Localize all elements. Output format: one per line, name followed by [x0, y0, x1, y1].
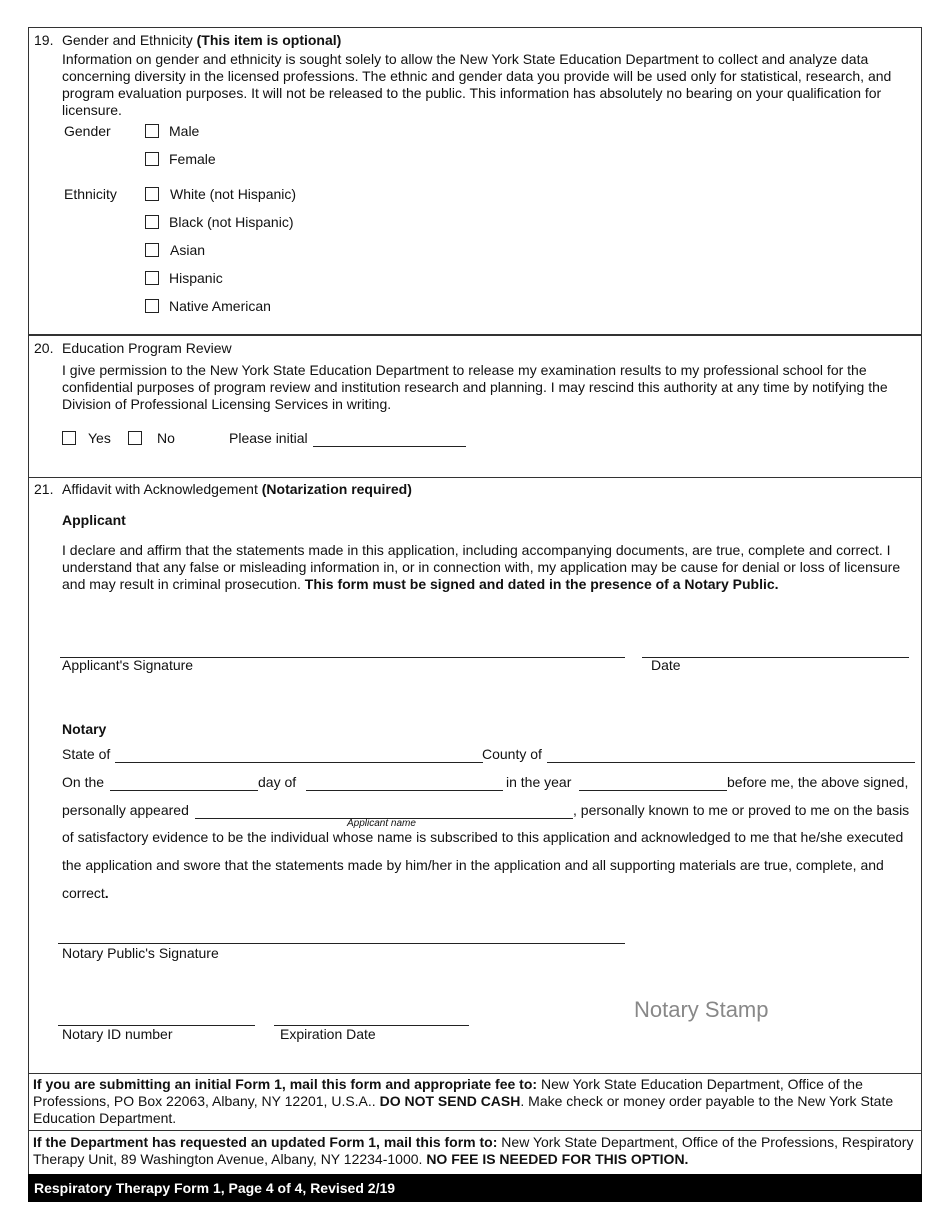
applicant-heading: Applicant [62, 512, 126, 528]
please-initial-label: Please initial [229, 430, 308, 446]
date-label: Date [651, 657, 681, 673]
section-divider [28, 1073, 922, 1074]
declaration-text: I declare and affirm that the statements made in this application, including accompanying documents, are true, complete and correct. I understand that any false or misleading information in, or in connection with, my application may be cause for denial or loss of licensure and may result in criminal prosecution. This form must be signed and dated in the presence of a Notary Public. [62, 542, 901, 592]
on-the-label: On the [62, 774, 105, 790]
gender-male-checkbox[interactable] [145, 124, 159, 138]
ethnicity-label: Ethnicity [64, 186, 117, 202]
date-field[interactable] [642, 657, 909, 658]
applicant-signature-label: Applicant's Signature [62, 657, 194, 673]
ethnicity-black-label: Black (not Hispanic) [169, 214, 294, 230]
ethnicity-asian-label: Asian [170, 242, 206, 258]
notary-signature-field[interactable] [58, 943, 625, 944]
ethnicity-white-checkbox[interactable] [145, 187, 159, 201]
section-19-title: Gender and Ethnicity (This item is optional) [62, 32, 342, 48]
section-divider [28, 334, 922, 336]
permission-no-label: No [157, 430, 175, 446]
section-divider [28, 477, 922, 478]
ethnicity-hispanic-label: Hispanic [169, 270, 223, 286]
year-field[interactable] [579, 790, 727, 791]
notary-id-label: Notary ID number [62, 1026, 173, 1042]
permission-yes-checkbox[interactable] [62, 431, 76, 445]
ethnicity-white-label: White (not Hispanic) [170, 186, 297, 202]
in-the-year-label: in the year [506, 774, 572, 790]
month-field[interactable] [306, 790, 503, 791]
section-19-number: 19. [34, 32, 54, 48]
satisfactory-evidence-text: of satisfactory evidence to be the individual whose name is subscribed to this application and acknowledged to me that he/she executed [62, 829, 904, 845]
section-21-number: 21. [34, 481, 54, 497]
form-footer: Respiratory Therapy Form 1, Page 4 of 4, Revised 2/19 [28, 1174, 922, 1202]
personally-appeared-label: personally appeared [62, 802, 189, 818]
gender-male-label: Male [169, 123, 200, 139]
personally-known-label: , personally known to me or proved to me on the basis [573, 802, 910, 818]
update-mailing-instructions: If the Department has requested an updated Form 1, mail this form to: New York State Department, Office of the Professions, Respiratory Therapy Unit, 89 Washington Avenue, Albany, NY 12234-1000. NO FEE IS NEEDED FOR THIS OPTION. [33, 1134, 914, 1167]
initial-mailing-instructions: If you are submitting an initial Form 1, mail this form and appropriate fee to: New York State Education Department, Office of the Professions, PO Box 22063, Albany, NY 12201, U.S.A.. DO NOT SEND CASH. Make check or money order payable to the New York State Education Department. [33, 1076, 894, 1126]
section-20-number: 20. [34, 340, 54, 356]
notary-heading: Notary [62, 721, 107, 737]
applicant-name-caption: Applicant name [347, 818, 416, 829]
ethnicity-asian-checkbox[interactable] [145, 243, 159, 257]
initial-field[interactable] [313, 446, 466, 447]
county-field[interactable] [547, 762, 915, 763]
gender-female-checkbox[interactable] [145, 152, 159, 166]
permission-yes-label: Yes [88, 430, 111, 446]
section-21-title: Affidavit with Acknowledgement (Notarization required) [62, 481, 412, 497]
state-field[interactable] [115, 762, 483, 763]
gender-label: Gender [64, 123, 111, 139]
county-of-label: County of [482, 746, 542, 762]
ethnicity-hispanic-checkbox[interactable] [145, 271, 159, 285]
ethnicity-native-american-label: Native American [169, 298, 271, 314]
section-20-body: I give permission to the New York State Education Department to release my examination results to my professional school for the confidential purposes of program review and institution research and planning. I may rescind this authority at any time by notifying the Division of Professional Licensing Services in writing. [62, 362, 888, 412]
before-me-label: before me, the above signed, [727, 774, 909, 790]
ethnicity-native-american-checkbox[interactable] [145, 299, 159, 313]
day-field[interactable] [110, 790, 258, 791]
expiration-date-label: Expiration Date [280, 1026, 376, 1042]
permission-no-checkbox[interactable] [128, 431, 142, 445]
notary-signature-label: Notary Public's Signature [62, 945, 219, 961]
ethnicity-black-checkbox[interactable] [145, 215, 159, 229]
notary-stamp-area: Notary Stamp [634, 997, 769, 1022]
section-divider [28, 1130, 922, 1131]
section-19-body: Information on gender and ethnicity is sought solely to allow the New York State Education Department to collect and analyze data concerning diversity in the licensed professions. The ethnic and gender data you provide will be used only for statistical, research, and program evaluation purposes. It will not be released to the public. This information has absolutely no bearing on your qualification for licensure. [62, 51, 892, 118]
correct-text: correct. [62, 885, 109, 901]
day-of-label: day of [258, 774, 297, 790]
section-20-title: Education Program Review [62, 340, 232, 356]
swore-text: the application and swore that the statements made by him/her in the application and all supporting materials are true, complete, and [62, 857, 884, 873]
state-of-label: State of [62, 746, 111, 762]
gender-female-label: Female [169, 151, 216, 167]
